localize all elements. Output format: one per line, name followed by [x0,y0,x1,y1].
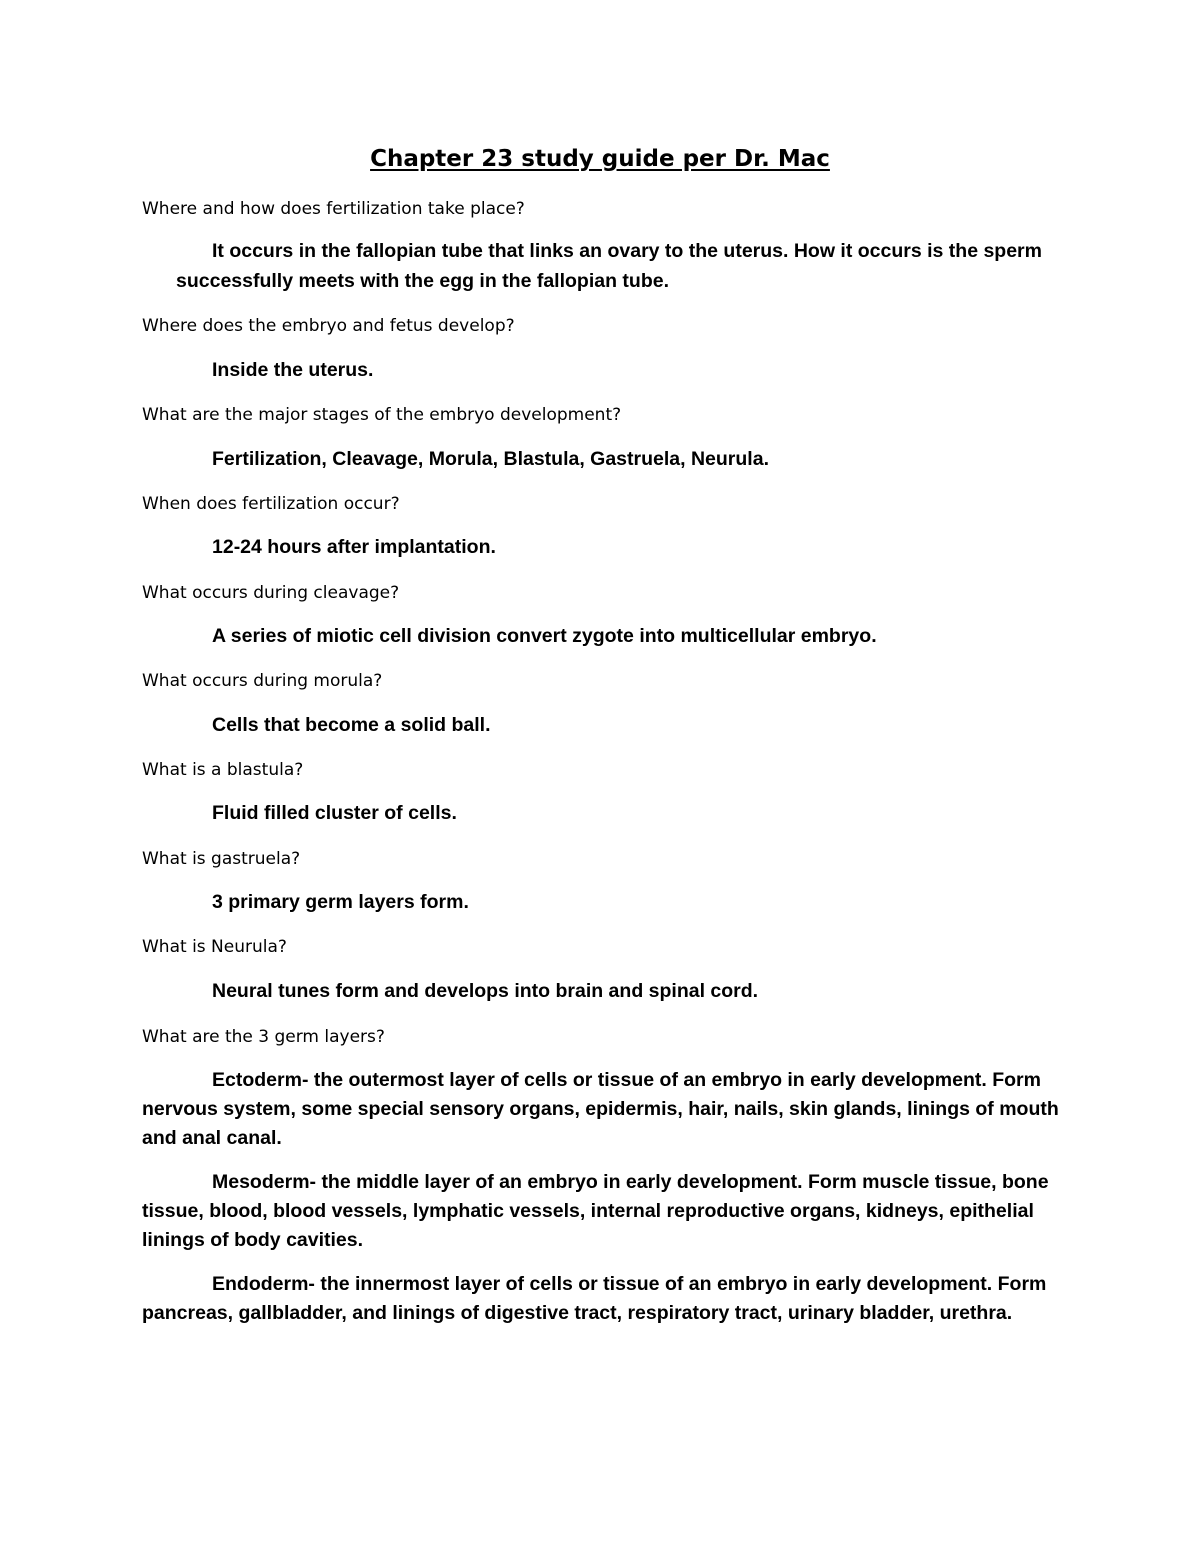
answer-5: A series of miotic cell division convert zygote into multicellular embryo. [212,625,877,647]
answer-9: Neural tunes form and develops into brain and spinal cord. [212,980,759,1002]
page-title: Chapter 23 study guide per Dr. Mac [370,146,830,172]
answer-6: Cells that become a solid ball. [212,714,491,736]
question-5: What occurs during cleavage? [142,583,400,603]
question-10: What are the 3 germ layers? [142,1027,385,1047]
germ-layer-endoderm: Endoderm- the innermost layer of cells or tissue of an embryo in early development. Form pancreas, gallbladder, and linings of digestive tract, respiratory tract, urinary bladder, urethra. [142,1273,1047,1324]
question-4: When does fertilization occur? [142,494,400,514]
germ-layer-ectoderm: Ectoderm- the outermost layer of cells or tissue of an embryo in early development. Form nervous system, some special sensory organs, epidermis, hair, nails, skin glands, linings of mouth and anal canal. [142,1069,1059,1149]
question-6: What occurs during morula? [142,671,383,691]
question-1: Where and how does fertilization take place? [142,199,525,219]
question-7: What is a blastula? [142,760,304,780]
answer-4: 12-24 hours after implantation. [212,536,496,558]
question-9: What is Neurula? [142,937,287,957]
answer-2: Inside the uterus. [212,359,374,381]
answer-7: Fluid filled cluster of cells. [212,802,457,824]
question-2: Where does the embryo and fetus develop? [142,316,515,336]
answer-1: It occurs in the fallopian tube that links an ovary to the uterus. How it occurs is the sperm successfully meets with the egg in the fallopian tube. [176,240,1042,292]
answer-3: Fertilization, Cleavage, Morula, Blastula, Gastruela, Neurula. [212,448,769,470]
germ-layer-mesoderm: Mesoderm- the middle layer of an embryo in early development. Form muscle tissue, bone tissue, blood, blood vessels, lymphatic vessels, internal reproductive organs, kidneys, epithelial linings of body cavities. [142,1171,1049,1251]
question-8: What is gastruela? [142,849,301,869]
question-3: What are the major stages of the embryo development? [142,405,622,425]
answer-8: 3 primary germ layers form. [212,891,469,913]
